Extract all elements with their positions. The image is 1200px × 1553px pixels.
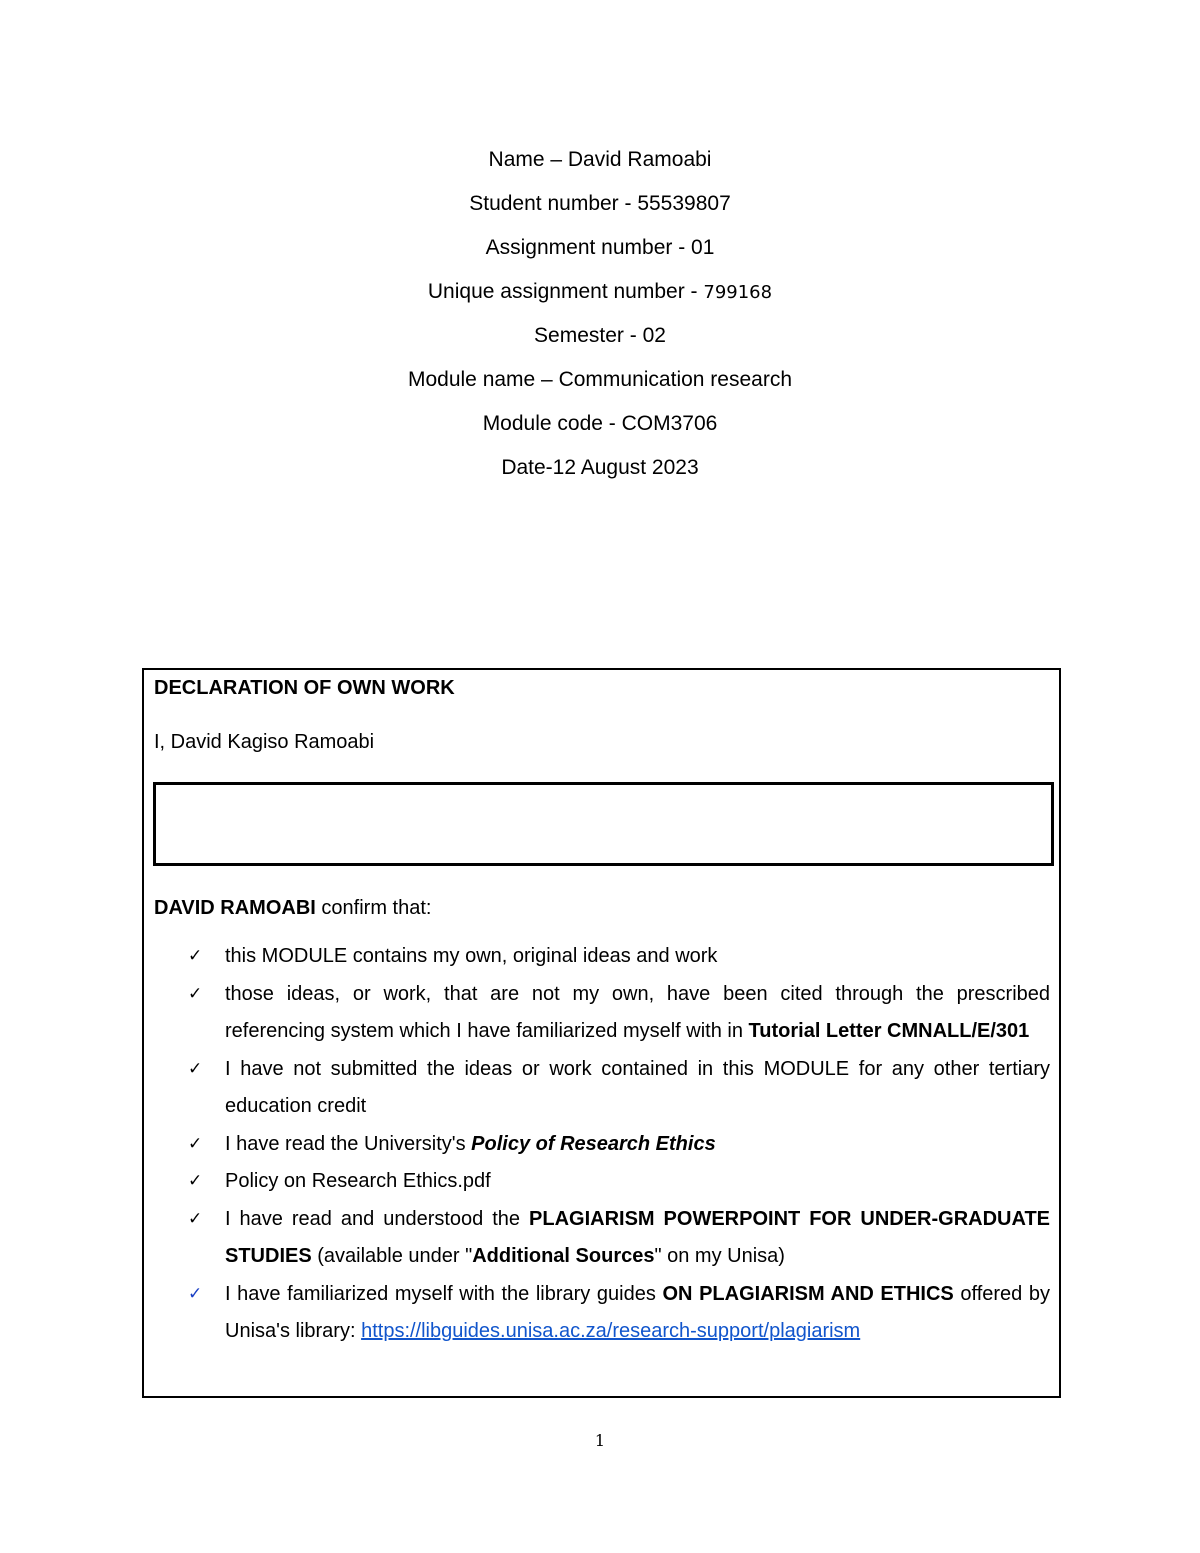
list-item [188, 1276, 1050, 1351]
list-item [188, 1126, 1050, 1164]
item-text: I have familiarized myself with the library guides [225, 1282, 663, 1305]
check-mark-icon: ✓ [188, 1133, 203, 1154]
list-item [188, 938, 1050, 976]
list-item [188, 1163, 1050, 1201]
item-bold: Tutorial Letter CMNALL/E/301 [748, 1020, 1030, 1042]
module-name: Module name – Communication research [407, 368, 793, 391]
list-item [188, 976, 1050, 1051]
unique-assignment-number [0, 270, 1200, 314]
item-bold: ON PLAGIARISM AND ETHICS [662, 1282, 954, 1305]
semester: Semester - 02 [534, 324, 666, 347]
list-item [188, 1051, 1050, 1126]
check-mark-icon: ✓ [188, 983, 203, 1004]
item-text: those ideas, or work, that are not my own, have been cited through the prescribed referencing system which I have familiarized myself with in [225, 982, 1050, 1042]
confirm-line [154, 894, 431, 922]
student-number: Student number - 55539807 [469, 192, 731, 215]
declaration-name-line: I, David Kagiso Ramoabi [154, 731, 375, 753]
declaration-box [142, 668, 1061, 1398]
item-text: I have read and understood the [225, 1207, 530, 1230]
list-item [188, 1201, 1050, 1276]
assignment-number: Assignment number - 01 [485, 236, 715, 259]
item-text-3: " on my Unisa) [654, 1245, 785, 1267]
cover-block [0, 138, 1200, 490]
declaration-checklist [188, 938, 1050, 1351]
plagiarism-guide-link[interactable]: https://libguides.unisa.ac.za/research-support/plagiarism [361, 1320, 861, 1342]
item-text: I have read the University's [225, 1132, 472, 1155]
item-text-2: offered by Unisa's library: [225, 1282, 1051, 1342]
item-bold-2: Additional Sources [472, 1245, 655, 1267]
item-text: this MODULE contains my own, original ideas and work [225, 945, 718, 967]
module-code: Module code - COM3706 [482, 412, 718, 435]
check-mark-icon: ✓ [188, 1171, 203, 1191]
unique-assignment-label: Unique assignment number - [427, 280, 704, 303]
item-text-2: (available under " [311, 1245, 473, 1267]
check-mark-icon: ✓ [188, 1208, 203, 1229]
item-bold-italic: Policy of Research Ethics [471, 1132, 716, 1155]
unique-assignment-value: 799168 [703, 282, 773, 303]
confirm-text: confirm that: [315, 897, 432, 919]
declaration-title: DECLARATION OF OWN WORK [154, 677, 455, 699]
page-number: 1 [594, 1431, 606, 1450]
item-text: I have not submitted the ideas or work contained in this MODULE for any other tertiary education credit [225, 1057, 1050, 1117]
empty-inner-box [153, 782, 1054, 866]
student-name: Name – David Ramoabi [488, 148, 712, 171]
item-text: Policy on Research Ethics.pdf [225, 1170, 491, 1192]
check-mark-icon: ✓ [188, 1058, 203, 1079]
check-mark-icon: ✓ [188, 946, 203, 966]
submission-date: Date-12 August 2023 [501, 456, 699, 479]
item-bold: PLAGIARISM POWERPOINT FOR UNDER-GRADUATE STUDIES [225, 1207, 1051, 1267]
check-mark-icon: ✓ [188, 1283, 203, 1304]
confirm-name: DAVID RAMOABI [154, 897, 316, 919]
